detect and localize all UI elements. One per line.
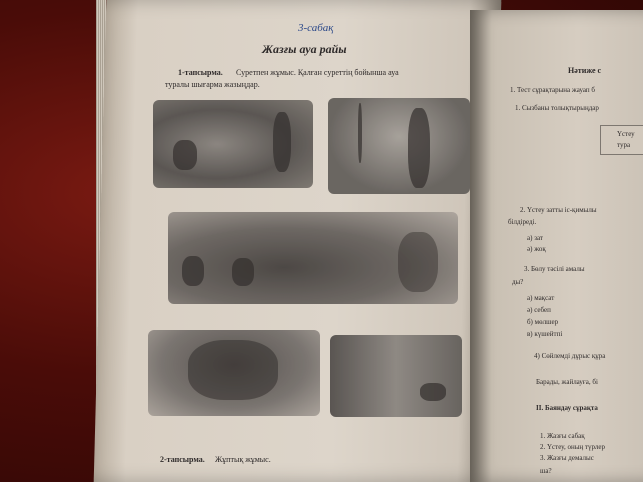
right-item-4-b: Барады, жайлауға, бі (536, 378, 598, 386)
right-item-3-b: ды? (512, 278, 524, 286)
option-a2: а) мақсат (527, 294, 555, 302)
box-text-2: тура (617, 141, 631, 149)
page-title: Жазғы ауа райы (262, 42, 347, 56)
right-item-3: 3. Бөлу тәсілі амалы (524, 265, 585, 273)
right-item-1-sub: 1. Сызбаны толықтырыңдар (515, 104, 599, 112)
task1-text-line2: туралы шығарма жазыңдар. (165, 80, 260, 89)
right-item-1: 1. Тест сұрақтарына жауап б (510, 86, 595, 94)
option-c2: б) мөлшер (527, 318, 559, 326)
illustration-gardening (153, 100, 313, 188)
question-2: 2. Үстеу, оның түрлер (540, 443, 605, 451)
illustration-rain-horse (330, 335, 462, 417)
task1-heading: 1-тапсырма. (178, 68, 223, 77)
box-text-1: Үстеу (617, 130, 635, 138)
option-a1: а) зат (527, 234, 543, 242)
option-d2: в) күшейтпі (527, 330, 563, 338)
illustration-park-fence (328, 98, 470, 194)
right-header: Нәтиже с (568, 66, 602, 75)
question-1: 1. Жазғы сабақ (540, 432, 585, 440)
right-item-2: 2. Үстеу затты іс-қимылы (520, 206, 597, 214)
section-ii: II. Баяндау сұрақта (536, 404, 598, 412)
illustration-haystack (148, 330, 320, 416)
lesson-label: 3-сабақ (298, 22, 334, 34)
diagram-box (600, 125, 643, 155)
task2-heading: 2-тапсырма. (160, 455, 205, 464)
task2-text: Жұптық жұмыс. (215, 455, 271, 464)
option-b2: ә) себеп (527, 306, 551, 314)
right-item-4: 4) Сөйлемді дұрыс құра (534, 352, 606, 360)
question-3: 3. Жазғы демалыс (540, 454, 594, 462)
question-4: ша? (540, 467, 552, 475)
option-b1: ә) жоқ (527, 245, 546, 253)
illustration-river-swimming (168, 212, 458, 304)
task1-text-line1: Суретпен жұмыс. Қалған суреттің бойынша ауа (236, 68, 399, 77)
right-item-2-b: білдіреді. (508, 218, 537, 226)
